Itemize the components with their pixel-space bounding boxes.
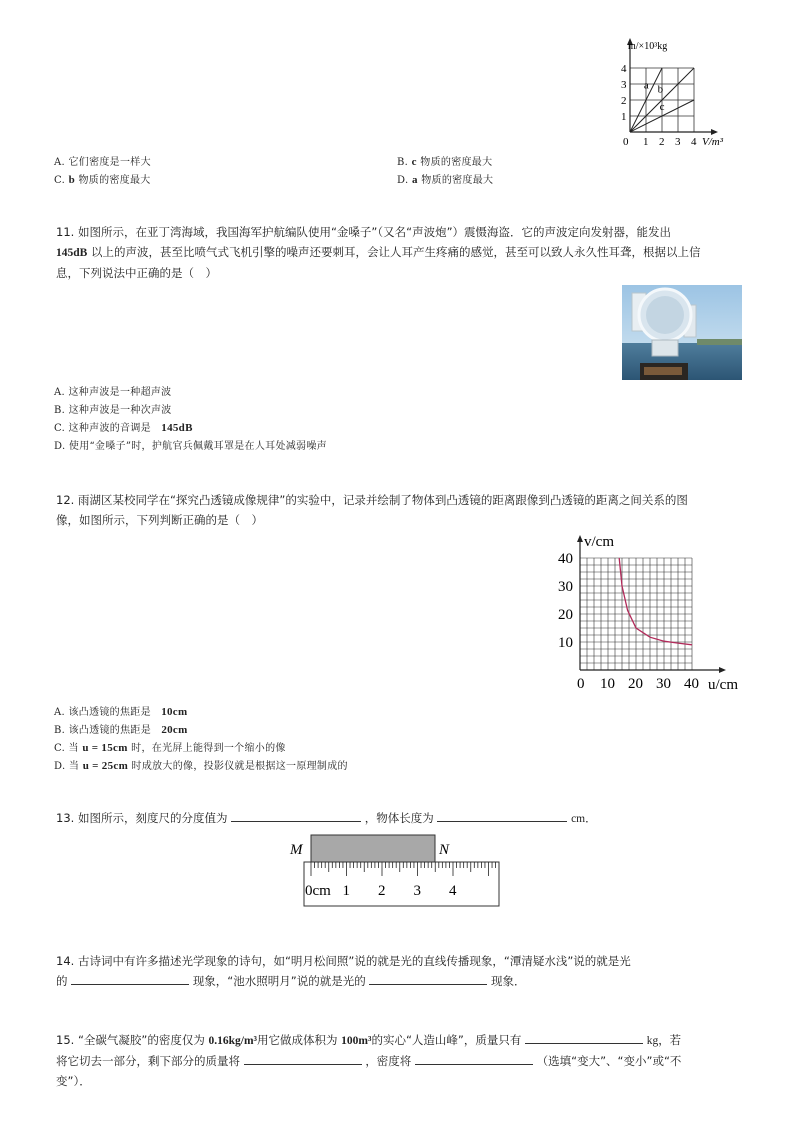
ruler-number: 3 — [413, 883, 421, 899]
ruler-figure — [286, 834, 506, 910]
q14-blank-1[interactable] — [71, 971, 189, 985]
x-axis-label: V/m³ — [702, 136, 724, 148]
y-tick-label: 4 — [621, 63, 627, 75]
y-tick-label: 2 — [621, 95, 627, 107]
q13-blank-division[interactable] — [231, 808, 361, 822]
q10-option-c: C. b 物质的密度最大 — [54, 174, 151, 186]
x-tick-label: 30 — [656, 676, 671, 692]
q15-blank-remaining-mass[interactable] — [244, 1051, 362, 1065]
x-tick-label: 2 — [659, 136, 665, 148]
y-tick-label: 30 — [558, 579, 573, 595]
x-tick-label: 20 — [628, 676, 643, 692]
q12-option-a: A. 该凸透镜的焦距是 10cm — [54, 706, 188, 718]
ruler-number: 4 — [449, 883, 457, 899]
q12-stem: 12. 雨湖区某校同学在“探究凸透镜成像规律”的实验中，记录并绘制了物体到凸透镜的距离跟像到凸透镜的距离之间关系的图 像，如图所示，下列判断正确的是（ ） — [56, 493, 688, 527]
y-axis-label: v/cm — [584, 534, 614, 550]
q11-option-a: A. 这种声波是一种超声波 — [54, 387, 172, 398]
q14-blank-2[interactable] — [369, 971, 487, 985]
x-tick-label: 1 — [643, 136, 649, 148]
density-chart-axes — [627, 38, 718, 135]
sound-cannon-photo — [622, 285, 742, 380]
q15-blank-mass[interactable] — [525, 1030, 643, 1044]
y-tick-label: 20 — [558, 607, 573, 623]
x-tick-label: 3 — [675, 136, 681, 148]
q10-option-b: B. c 物质的密度最大 — [397, 156, 493, 168]
q10-option-d: D. a 物质的密度最大 — [397, 174, 494, 186]
density-chart — [612, 34, 752, 156]
q12-option-c: C. 当 u = 15cm 时，在光屏上能得到一个缩小的像 — [54, 742, 286, 754]
q15-blank-density[interactable] — [415, 1051, 533, 1065]
ruler-number: 1 — [342, 883, 350, 899]
lens-chart-grid — [580, 558, 692, 670]
x-tick-label: 40 — [684, 676, 699, 692]
q13-stem: 13. 如图所示，刻度尺的分度值为 ，物体长度为 cm． — [56, 808, 746, 829]
x-tick-label: 0 — [623, 136, 629, 148]
x-tick-label: 0 — [577, 676, 585, 692]
q11-option-d: D. 使用“金嗓子”时，护航官兵佩戴耳罩是在人耳处减弱噪声 — [54, 441, 327, 452]
x-axis-label: u/cm — [708, 677, 738, 693]
y-tick-label: 1 — [621, 111, 627, 123]
label-m: M — [290, 842, 303, 858]
q13-blank-length[interactable] — [437, 808, 567, 822]
q10-option-a: A. 它们密度是一样大 — [54, 157, 151, 168]
x-tick-label: 10 — [600, 676, 615, 692]
q12-option-b: B. 该凸透镜的焦距是 20cm — [54, 724, 188, 736]
series-label-b: b — [657, 83, 664, 96]
ruler-number: 2 — [378, 883, 386, 899]
ruler-number: 0cm — [305, 883, 331, 899]
series-label-a: a — [643, 79, 649, 92]
lens-chart-curve — [619, 558, 692, 645]
q15-stem: 15. “全碳气凝胶”的密度仅为 0.16kg/m³用它做成体积为 100m³的实心“人造山峰”，质量只有 kg，若 将它切去一部分，剩下部分的质量将 ，密度将 （选填“变大”、“变小”或“不 变”）． — [56, 1030, 746, 1091]
q12-option-d: D. 当 u = 25cm 时成放大的像，投影仪就是根据这一原理制成的 — [54, 760, 348, 772]
lens-chart — [548, 528, 748, 698]
q14-stem: 14. 古诗词中有许多描述光学现象的诗句，如“明月松间照”说的就是光的直线传播现象，“潭清疑水浅”说的就是光 的 现象，“池水照明月”说的就是光的 现象． — [56, 954, 631, 988]
y-axis-arrow — [577, 535, 583, 542]
lens-chart-axes — [577, 535, 726, 673]
y-tick-label: 40 — [558, 551, 573, 567]
q11-stem: 11. 如图所示，在亚丁湾海域，我国海军护航编队使用“金嗓子”（又名“声波炮”）震慑海盗．它的声波定向发射器，能发出 145dB 以上的声波，甚至比喷气式飞机引擎的噪声还要刺耳，会让人耳产生疼痛的感觉，甚至可以致人永久性耳聋，根据以上信 息，下列说法中正确的是（ ） — [56, 225, 701, 280]
y-tick-label: 3 — [621, 79, 627, 91]
y-axis-label: m/×10³kg — [628, 41, 668, 52]
label-n: N — [439, 842, 450, 858]
q11-option-c: C. 这种声波的音调是 145dB — [54, 422, 193, 434]
series-label-c: c — [659, 101, 665, 114]
x-axis-arrow — [711, 129, 718, 135]
q11-option-b: B. 这种声波是一种次声波 — [54, 405, 172, 416]
x-tick-label: 4 — [691, 136, 697, 148]
y-tick-label: 10 — [558, 635, 573, 651]
x-axis-arrow — [719, 667, 726, 673]
